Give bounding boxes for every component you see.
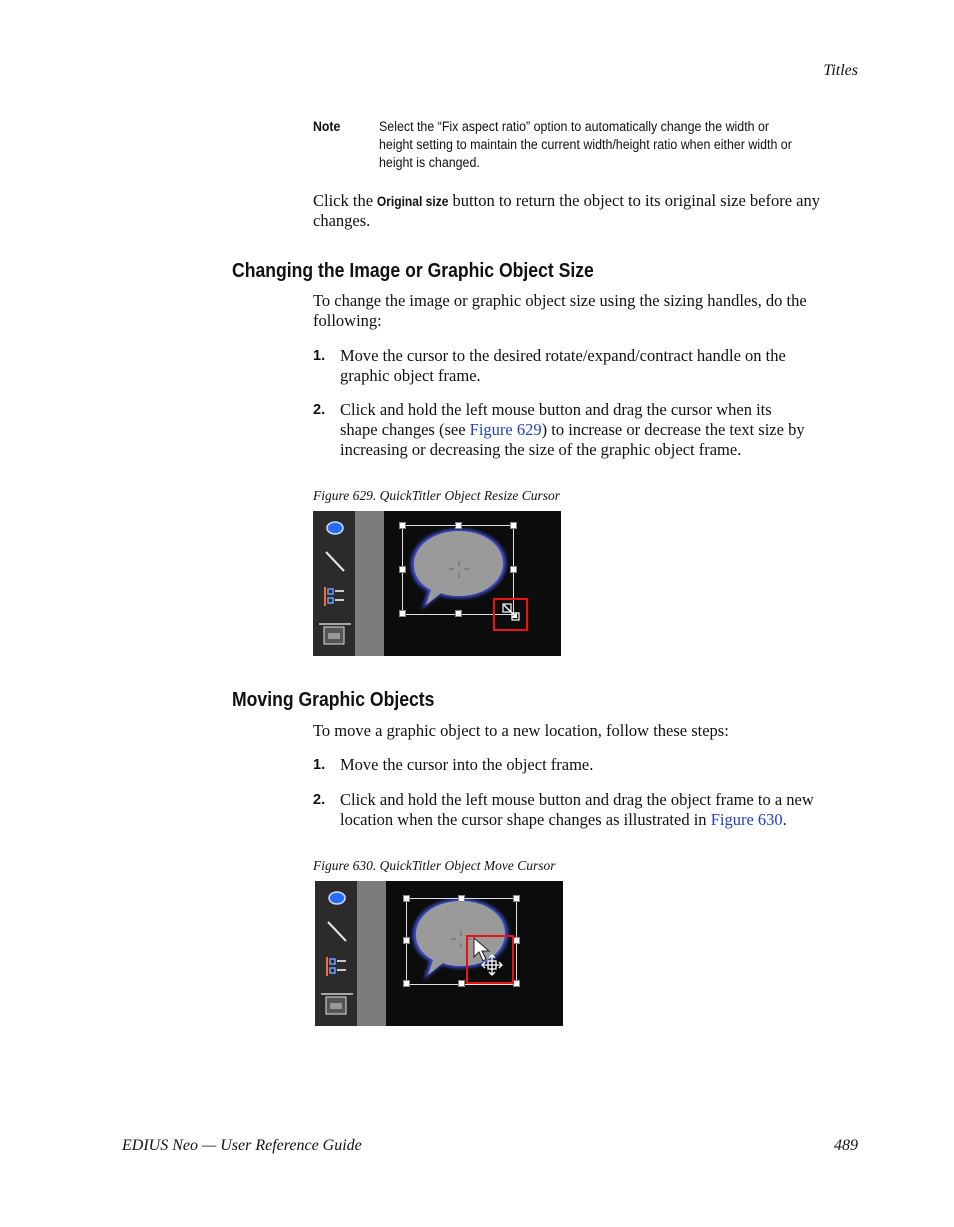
resize-handle[interactable] <box>399 566 406 573</box>
resize-handle[interactable] <box>399 610 406 617</box>
step-number: 1. <box>313 757 326 773</box>
original-size-paragraph <box>313 191 873 231</box>
resize-handle[interactable] <box>513 895 520 902</box>
resize-cursor-icon <box>501 602 521 622</box>
text: following: <box>313 311 382 330</box>
resize-handle[interactable] <box>458 980 465 987</box>
move-cursor-icon <box>472 937 506 979</box>
ellipse-tool-icon <box>315 885 357 911</box>
ui-term-original-size: Original size <box>376 193 449 209</box>
resize-handle[interactable] <box>399 522 406 529</box>
text: Click the <box>313 191 378 210</box>
resize-handle[interactable] <box>513 980 520 987</box>
ellipse-tool-icon <box>313 515 355 541</box>
note-label: Note <box>313 118 341 134</box>
palette-strip <box>355 511 384 656</box>
note-line: height setting to maintain the current width/height ratio when either width or <box>379 137 792 152</box>
resize-handle[interactable] <box>403 937 410 944</box>
footer-guide-title: EDIUS Neo — User Reference Guide <box>122 1137 362 1154</box>
text: button to return the object to its original size before any <box>448 191 821 210</box>
text: increasing or decreasing the size of the graphic object frame. <box>340 440 742 459</box>
text: Move the cursor to the desired rotate/expand/contract handle on the <box>340 346 786 365</box>
page-number: 489 <box>834 1137 858 1154</box>
text: location when the cursor shape changes as illustrated in <box>340 810 711 829</box>
step-text <box>340 346 880 386</box>
text: To change the image or graphic object size using the sizing handles, do the <box>313 291 807 310</box>
section-heading-resize: Changing the Image or Graphic Object Size <box>232 260 594 282</box>
resize-handle[interactable] <box>403 980 410 987</box>
tool-palette <box>315 881 358 1026</box>
figure-caption: Figure 629. QuickTitler Object Resize Cursor <box>313 488 560 503</box>
image-tool-icon <box>313 623 355 649</box>
tool-palette <box>313 511 356 656</box>
resize-handle[interactable] <box>510 522 517 529</box>
note-line: Select the “Fix aspect ratio” option to automatically change the width or <box>379 119 770 134</box>
palette-strip <box>357 881 386 1026</box>
figure-630-image <box>315 881 563 1026</box>
align-tool-icon <box>313 583 355 609</box>
text: changes. <box>313 211 371 230</box>
step-text <box>340 790 880 830</box>
figure-629-link[interactable]: Figure 629 <box>469 420 542 439</box>
note-text <box>379 118 848 172</box>
text: Click and hold the left mouse button and drag the cursor when its <box>340 400 772 419</box>
step-text <box>340 400 880 460</box>
line-tool-icon <box>315 919 357 945</box>
image-tool-icon <box>315 993 357 1019</box>
step-number: 2. <box>313 792 326 808</box>
text: shape changes (see <box>340 420 470 439</box>
figure-629-image <box>313 511 561 656</box>
resize-handle[interactable] <box>513 937 520 944</box>
resize-handle[interactable] <box>458 895 465 902</box>
figure-caption: Figure 630. QuickTitler Object Move Cursor <box>313 858 556 873</box>
resize-handle[interactable] <box>403 895 410 902</box>
resize-handle[interactable] <box>455 522 462 529</box>
note-line: height is changed. <box>379 155 480 170</box>
resize-handle[interactable] <box>455 610 462 617</box>
step-text: Move the cursor into the object frame. <box>340 755 594 774</box>
step-number: 2. <box>313 402 326 418</box>
align-tool-icon <box>315 953 357 979</box>
section-heading-move: Moving Graphic Objects <box>232 689 435 711</box>
text: ) to increase or decrease the text size by <box>541 420 805 439</box>
line-tool-icon <box>313 549 355 575</box>
text: . <box>782 810 787 829</box>
figure-630-link[interactable]: Figure 630 <box>710 810 783 829</box>
text: Click and hold the left mouse button and drag the object frame to a new <box>340 790 814 809</box>
running-header: Titles <box>823 62 858 79</box>
text: graphic object frame. <box>340 366 481 385</box>
section1-intro <box>313 291 873 331</box>
resize-handle[interactable] <box>510 566 517 573</box>
step-number: 1. <box>313 348 326 364</box>
section2-intro: To move a graphic object to a new location, follow these steps: <box>313 721 729 740</box>
